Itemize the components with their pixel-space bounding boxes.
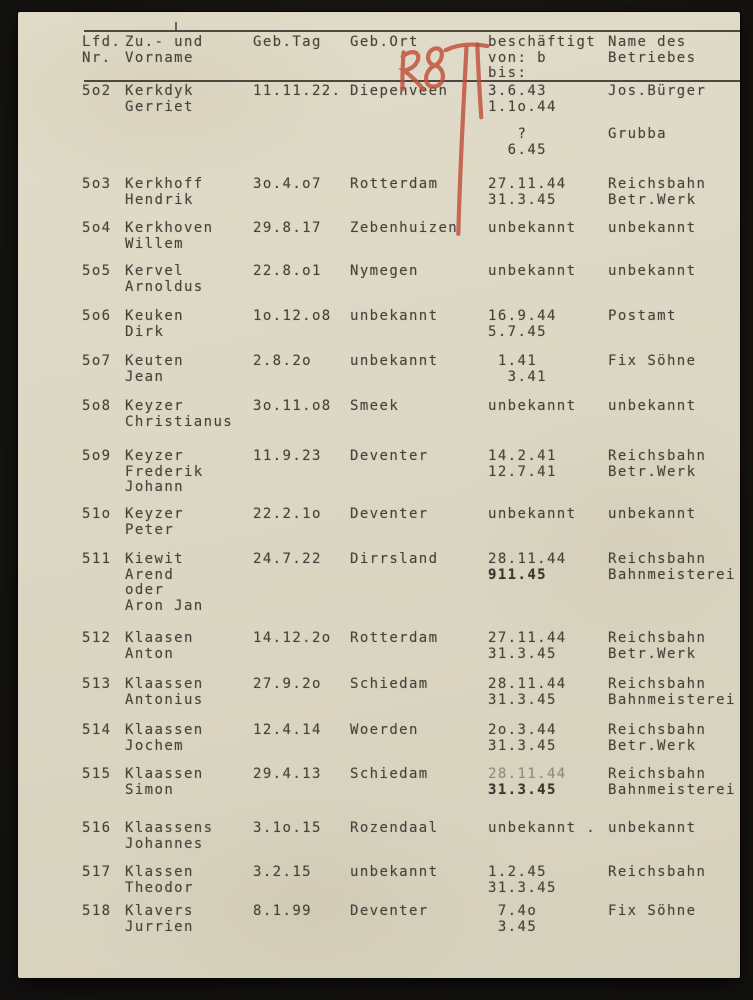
employment-dates-cell: 28.11.44 31.3.45 [488,766,567,798]
company-cell: Reichsbahn Bahnmeisterei [608,551,736,583]
employment-dates-cell: unbekannt [488,506,577,522]
name-cell: Keyzer Frederik Johann [125,448,204,495]
employment-dates-cell: 2o.3.44 31.3.45 [488,722,557,754]
birthdate-cell: 3.2.15 [253,864,312,880]
employment-dates-cell: unbekannt [488,398,577,414]
row-number-cell: 51o [82,506,112,522]
company-cell: unbekannt [608,820,697,836]
company-cell: unbekannt [608,506,697,522]
employment-dates-cell: unbekannt . [488,820,597,836]
name-cell: Klaassens Johannes [125,820,214,852]
birthdate-cell: 22.8.o1 [253,263,322,279]
row-number-cell: 5o7 [82,353,112,369]
name-cell: Keuken Dirk [125,308,184,340]
row-number-cell: 513 [82,676,112,692]
company-cell: Jos.Bürger [608,83,707,99]
table-row [82,507,736,538]
birthdate-cell: 1o.12.o8 [253,308,332,324]
birthplace-cell: Deventer [350,903,429,919]
name-cell: Keyzer Peter [125,506,184,538]
birthplace-cell: Rotterdam [350,630,439,646]
name-cell: Keuten Jean [125,353,184,385]
employment-dates-cell: 1.2.45 31.3.45 [488,864,557,896]
table-row [82,631,736,662]
birthplace-cell: Woerden [350,722,419,738]
table-row [82,399,736,430]
stray-mark [175,22,177,30]
company-cell: Reichsbahn Betr.Werk [608,448,707,480]
employment-dates-cell: 27.11.44 31.3.45 [488,630,567,662]
company-cell: Grubba [608,126,667,142]
birthdate-cell: 24.7.22 [253,551,322,567]
birthplace-cell: Schiedam [350,676,429,692]
company-cell: unbekannt [608,398,697,414]
birthdate-cell: 11.9.23 [253,448,322,464]
header-employed: beschäftigt von: b bis: [488,34,597,81]
header-birthplace: Geb.Ort [350,34,419,50]
company-cell: Reichsbahn Betr.Werk [608,630,707,662]
name-cell: Klaasen Anton [125,630,194,662]
name-cell: Kervel Arnoldus [125,263,204,295]
employment-dates-cell: 1.41 3.41 [488,353,547,385]
company-cell: unbekannt [608,263,697,279]
employment-dates-cell: 28.11.44 31.3.45 [488,676,567,708]
birthdate-cell: 3o.11.o8 [253,398,332,414]
name-cell: Klaassen Simon [125,766,204,798]
birthdate-cell: 3o.4.o7 [253,176,322,192]
row-number-cell: 515 [82,766,112,782]
row-number-cell: 518 [82,903,112,919]
row-number-cell: 514 [82,722,112,738]
birthdate-cell: 2.8.2o [253,353,312,369]
birthplace-cell: Zebenhuizen [350,220,459,236]
header-birthdate: Geb.Tag [253,34,322,50]
row-number-cell: 516 [82,820,112,836]
company-cell: Fix Söhne [608,903,697,919]
birthdate-cell: 22.2.1o [253,506,322,522]
name-cell: Kerkhoff Hendrik [125,176,204,208]
document-page [18,12,740,978]
table-row [82,865,736,896]
name-cell: Keyzer Christianus [125,398,234,430]
company-cell: Reichsbahn Betr.Werk [608,722,707,754]
table-row [82,309,736,340]
birthdate-cell: 29.4.13 [253,766,322,782]
name-cell: Klaassen Jochem [125,722,204,754]
birthdate-cell: 3.1o.15 [253,820,322,836]
table-row [82,677,736,708]
birthplace-cell: Nymegen [350,263,419,279]
company-cell: Fix Söhne [608,353,697,369]
birthplace-cell: unbekannt [350,308,439,324]
row-number-cell: 511 [82,551,112,567]
company-cell: Reichsbahn Betr.Werk [608,176,707,208]
table-row [82,767,736,798]
birthdate-cell: 8.1.99 [253,903,312,919]
birthplace-cell: Smeek [350,398,400,414]
company-cell: Postamt [608,308,677,324]
handwritten-red-annotation [392,36,518,254]
birthplace-cell: Diepenveen [350,83,449,99]
table-row [82,449,736,496]
table-row [82,723,736,754]
birthdate-cell: 27.9.2o [253,676,322,692]
birthdate-cell: 14.12.2o [253,630,332,646]
table-row [82,821,736,852]
table-row [82,904,736,935]
name-cell: Kiewit Arend oder Aron Jan [125,551,204,614]
employment-dates-cell: 27.11.44 31.3.45 [488,176,567,208]
birthdate-cell: 12.4.14 [253,722,322,738]
employment-dates-cell: 3.6.43 1.1o.44 [488,83,557,115]
company-cell: unbekannt [608,220,697,236]
birthplace-cell: Deventer [350,448,429,464]
row-number-cell: 5o5 [82,263,112,279]
employment-dates-cell: unbekannt [488,263,577,279]
name-cell: Klassen Theodor [125,864,194,896]
name-cell: Kerkdyk Gerriet [125,83,194,115]
birthplace-cell: unbekannt [350,864,439,880]
employment-dates-cell: ? 6.45 [488,126,547,158]
name-cell: Klavers Jurrien [125,903,194,935]
name-cell: Klaassen Antonius [125,676,204,708]
row-number-cell: 5o9 [82,448,112,464]
header-nr: Lfd. Nr. [82,34,122,66]
header-company: Name des Betriebes [608,34,697,66]
row-number-cell: 5o6 [82,308,112,324]
employment-dates-cell: 16.9.44 5.7.45 [488,308,557,340]
company-cell: Reichsbahn Bahnmeisterei [608,766,736,798]
row-number-cell: 5o8 [82,398,112,414]
company-cell: Reichsbahn Bahnmeisterei [608,676,736,708]
employment-dates-cell: 14.2.41 12.7.41 [488,448,557,480]
employment-dates-cell: 7.4o 3.45 [488,903,538,935]
birthplace-cell: Deventer [350,506,429,522]
table-row [82,354,736,385]
row-number-cell: 517 [82,864,112,880]
table-row [82,552,736,614]
employment-dates-cell: 28.11.44 911.45 [488,551,567,583]
table-top-rule [84,30,740,32]
header-name: Zu.- und Vorname [125,34,204,66]
company-cell: Reichsbahn [608,864,707,880]
birthplace-cell: Schiedam [350,766,429,782]
birthdate-cell: 29.8.17 [253,220,322,236]
birthdate-cell: 11.11.22. [253,83,342,99]
employment-dates-cell: unbekannt [488,220,577,236]
row-number-cell: 5o4 [82,220,112,236]
birthplace-cell: Rozendaal [350,820,439,836]
table-row [82,264,736,295]
row-number-cell: 5o3 [82,176,112,192]
row-number-cell: 5o2 [82,83,112,99]
birthplace-cell: Dirrsland [350,551,439,567]
birthplace-cell: Rotterdam [350,176,439,192]
birthplace-cell: unbekannt [350,353,439,369]
name-cell: Kerkhoven Willem [125,220,214,252]
row-number-cell: 512 [82,630,112,646]
